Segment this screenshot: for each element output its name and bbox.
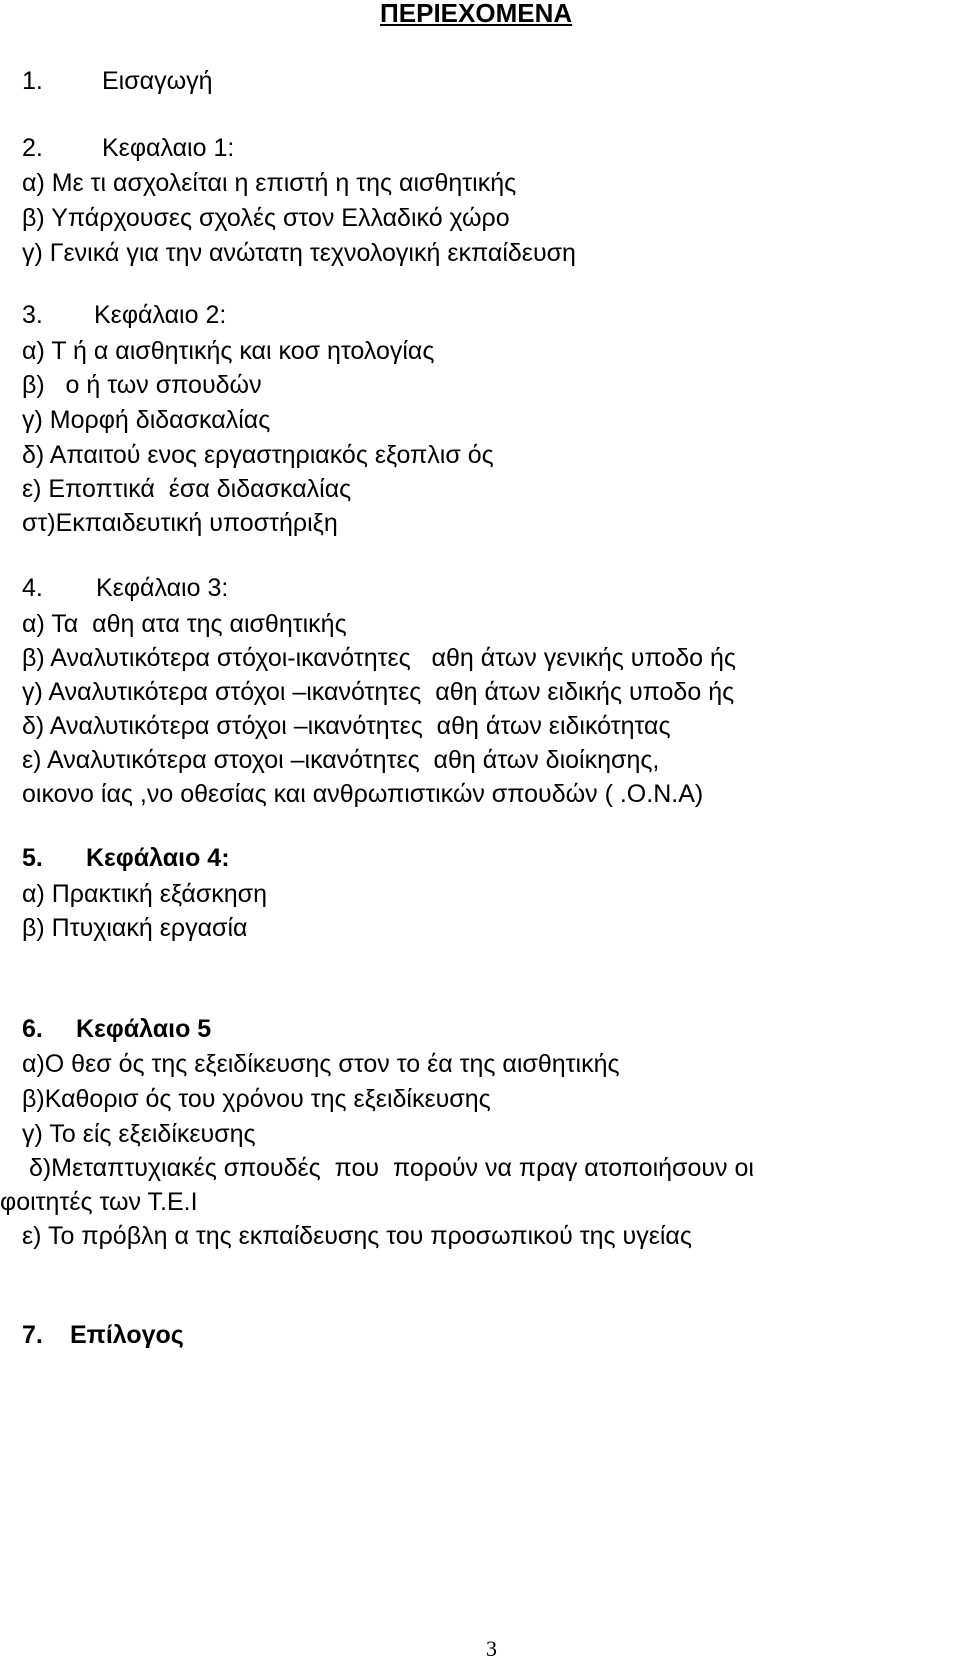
toc-item: α)Ο θεσ ός της εξειδίκευσης στον το έα της αισθητικής [22, 1050, 620, 1078]
toc-item: β)Καθορισ ός του χρόνου της εξειδίκευσης [22, 1085, 491, 1113]
toc-item: γ) Αναλυτικότερα στόχοι –ικανότητες αθη άτων ειδικής υποδο ής [22, 678, 735, 706]
toc-item: ε) Εποπτικά έσα διδασκαλίας [22, 475, 352, 503]
page-number: 3 [486, 1636, 497, 1661]
toc-item: δ) Αναλυτικότερα στόχοι –ικανότητες αθη άτων ειδικότητας [22, 712, 671, 740]
section-number: 6. [22, 1015, 43, 1043]
section-heading: Κεφάλαιο 3: [96, 574, 229, 602]
section-heading: Κεφάλαιο 4: [86, 844, 230, 872]
toc-item: γ) Το είς εξειδίκευσης [22, 1120, 256, 1148]
toc-item: οικονο ίας ,νο οθεσίας και ανθρωπιστικών σπουδών ( .Ο.Ν.Α) [22, 780, 704, 808]
section-heading: Εισαγωγή [102, 67, 213, 95]
toc-item: β) Αναλυτικότερα στόχοι-ικανότητες αθη άτων γενικής υποδο ής [22, 644, 736, 672]
toc-item: α) Πρακτική εξάσκηση [22, 880, 268, 908]
toc-item: β) Υπάρχουσες σχολές στον Ελλαδικό χώρο [22, 204, 510, 232]
section-heading: Κεφαλαιο 1: [102, 134, 235, 162]
section-number: 3. [22, 301, 43, 329]
section-heading: Κεφάλαιο 2: [94, 301, 227, 329]
toc-item: α) Τ ή α αισθητικής και κοσ ητολογίας [22, 337, 435, 365]
page-title: ΠΕΡΙΕΧΟΜΕΝΑ [380, 0, 573, 28]
toc-item: φοιτητές των Τ.Ε.Ι [0, 1188, 198, 1216]
toc-item: α) Με τι ασχολείται η επιστή η της αισθητικής [22, 169, 517, 197]
section-heading: Επίλογος [70, 1321, 184, 1349]
toc-item: β) Πτυχιακή εργασία [22, 914, 248, 942]
toc-item: ε) Αναλυτικότερα στοχοι –ικανότητες αθη άτων διοίκησης, [22, 746, 660, 774]
toc-item: ε) Το πρόβλη α της εκπαίδευσης του προσωπικού της υγείας [22, 1222, 692, 1250]
section-number: 5. [22, 844, 43, 872]
toc-item: β) ο ή των σπουδών [22, 371, 262, 399]
toc-item: α) Τα αθη ατα της αισθητικής [22, 610, 347, 638]
section-number: 4. [22, 574, 43, 602]
section-number: 2. [22, 134, 43, 162]
toc-item: δ) Απαιτού ενος εργαστηριακός εξοπλισ ός [22, 441, 494, 469]
section-heading: Κεφάλαιο 5 [76, 1015, 212, 1043]
section-number: 7. [22, 1321, 43, 1349]
toc-item: στ)Εκπαιδευτική υποστήριξη [22, 509, 338, 537]
toc-item: δ)Μεταπτυχιακές σπουδές που πορούν να πραγ ατοποιήσουν οι [22, 1154, 754, 1182]
section-number: 1. [22, 67, 43, 95]
toc-item: γ) Γενικά για την ανώτατη τεχνολογική εκπαίδευση [22, 239, 576, 267]
toc-item: γ) Μορφή διδασκαλίας [22, 406, 271, 434]
